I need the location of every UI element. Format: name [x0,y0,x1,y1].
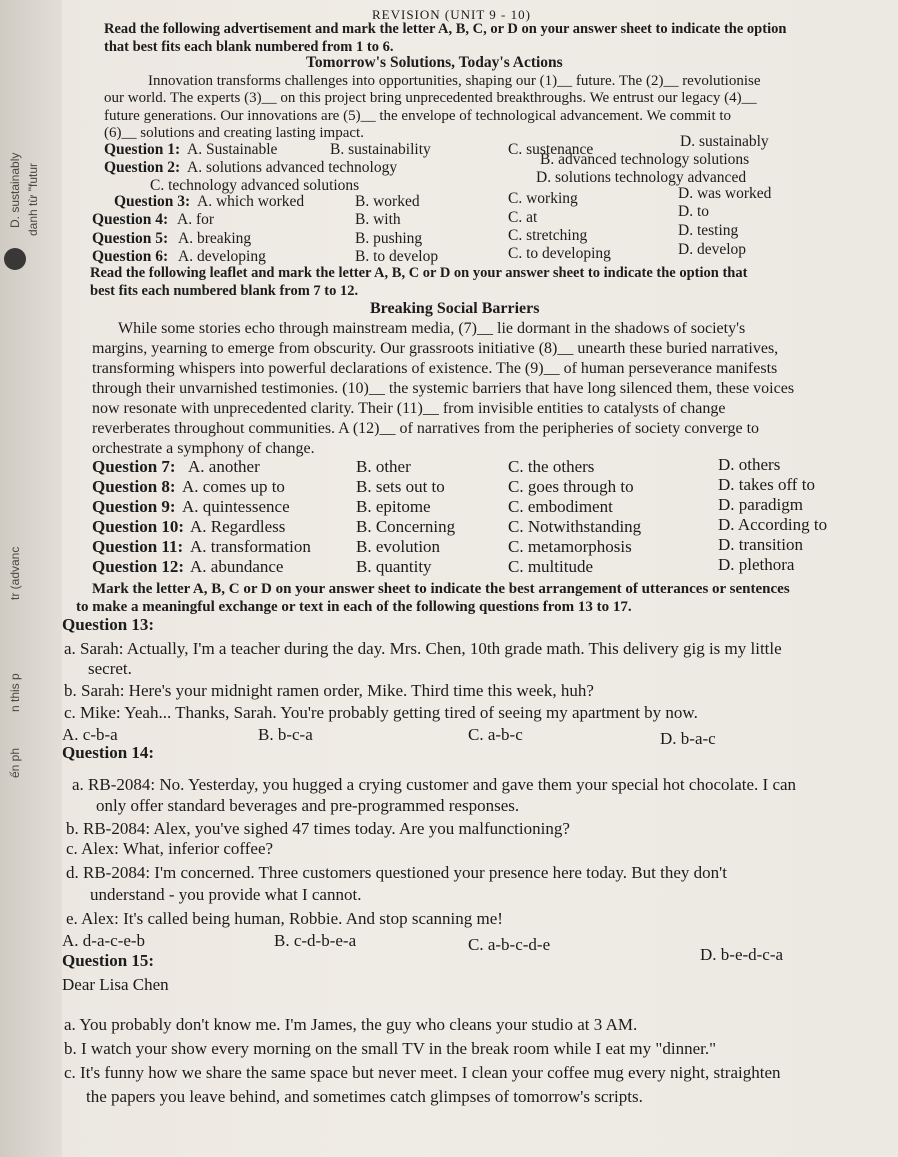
option-a[interactable]: A. solutions advanced technology [187,159,398,176]
option-b[interactable]: B. Concerning [356,517,456,536]
option-c[interactable]: C. a-b-c-d-e [468,935,551,954]
option-d[interactable]: D. to [678,203,709,220]
option-c[interactable]: C. goes through to [508,477,634,496]
question-label: Question 11: [92,537,184,556]
option-a[interactable]: A. developing [178,248,266,265]
section3-instruction-line2: to make a meaningful exchange or text in each of the following questions from 13 to 17. [76,599,632,615]
option-d[interactable]: D. b-e-d-c-a [700,945,784,964]
section1-passage-line: (6)__ solutions and creating lasting impact. [104,125,364,141]
option-d[interactable]: D. testing [678,222,739,239]
section1-instruction-line2: that best fits each blank numbered from 1 to 6. [104,39,394,55]
margin-fragment: n this p [8,673,22,712]
question-label: Question 5: [92,230,169,247]
question-label: Question 8: [92,477,176,496]
option-d[interactable]: D. others [718,455,781,474]
section2-passage-line: margins, yearning to emerge from obscurity. Our grassroots initiative (8)__ unearth these buried narratives, [92,340,779,357]
option-a[interactable]: A. quintessence [182,497,290,516]
utterance-line: b. Sarah: Here's your midnight ramen order, Mike. Third time this week, huh? [64,681,594,700]
section2-instruction-line1: Read the following leaflet and mark the letter A, B, C or D on your answer sheet to indicate the option that [90,265,748,281]
option-b[interactable]: B. other [356,457,411,476]
option-d[interactable]: D. b-a-c [660,729,716,748]
utterance-line: b. RB-2084: Alex, you've sighed 47 times today. Are you malfunctioning? [66,819,570,838]
section1-title: Tomorrow's Solutions, Today's Actions [306,54,563,71]
utterance-line: d. RB-2084: I'm concerned. Three customers questioned your presence here today. But they don't [66,863,727,882]
utterance-line: a. Sarah: Actually, I'm a teacher during the day. Mrs. Chen, 10th grade math. This delivery gig is my little [64,639,782,658]
option-a[interactable]: A. breaking [178,230,252,247]
option-c[interactable]: C. multitude [508,557,593,576]
option-c[interactable]: C. a-b-c [468,725,523,744]
option-d[interactable]: D. sustainably [680,133,769,150]
option-d[interactable]: D. was worked [678,185,772,202]
question-14-label: Question 14: [62,743,155,762]
option-b[interactable]: B. c-d-b-e-a [274,931,357,950]
utterance-line: understand - you provide what I cannot. [90,885,362,904]
section2-title: Breaking Social Barriers [370,300,540,317]
option-a[interactable]: A. c-b-a [62,725,118,744]
option-d[interactable]: D. transition [718,535,803,554]
option-a[interactable]: A. which worked [197,193,305,210]
section2-passage-line: through their unvarnished testimonies. (10)__ the systemic barriers that have long silenced them, these voices [92,380,795,397]
utterance-line: only offer standard beverages and pre-programmed responses. [96,796,520,815]
section2-passage-line: While some stories echo through mainstream media, (7)__ lie dormant in the shadows of society's [118,320,746,337]
option-c[interactable]: C. sustenance [508,141,594,158]
question-label: Question 3: [114,193,191,210]
option-d[interactable]: D. plethora [718,555,795,574]
question-label: Question 6: [92,248,169,265]
section1-passage-line: our world. The experts (3)__ on this project bring unprecedented breakthroughs. We entrust our legacy (4)__ [104,90,757,106]
utterance-line: c. Mike: Yeah... Thanks, Sarah. You're probably getting tired of seeing my apartment by now. [64,703,698,722]
question-label: Question 10: [92,517,185,536]
utterance-line: a. RB-2084: No. Yesterday, you hugged a crying customer and gave them your special hot chocolate. I can [72,775,797,794]
option-c[interactable]: C. working [508,190,578,207]
sentence-line: c. It's funny how we share the same space but never meet. I clean your coffee mug every night, straighten [64,1063,781,1082]
option-c[interactable]: C. the others [508,457,595,476]
option-a[interactable]: A. another [188,457,260,476]
option-b[interactable]: B. worked [355,193,420,210]
option-b[interactable]: B. pushing [355,230,423,247]
option-a[interactable]: A. for [177,211,215,228]
option-b[interactable]: B. epitome [356,497,431,516]
option-b[interactable]: B. quantity [356,557,432,576]
sentence-line: the papers you leave behind, and sometimes catch glimpses of tomorrow's scripts. [86,1087,643,1106]
sentence-line: a. You probably don't know me. I'm James, the guy who cleans your studio at 3 AM. [64,1015,638,1034]
sentence-line: b. I watch your show every morning on the small TV in the break room while I eat my "dinner." [64,1039,717,1058]
option-c[interactable]: C. embodiment [508,497,613,516]
option-a[interactable]: A. abundance [190,557,284,576]
utterance-line: e. Alex: It's called being human, Robbie. And stop scanning me! [66,909,503,928]
option-c[interactable]: C. to developing [508,245,611,262]
option-b[interactable]: B. advanced technology solutions [540,151,750,168]
question-label: Question 12: [92,557,185,576]
option-a[interactable]: A. comes up to [182,477,285,496]
option-b[interactable]: B. sets out to [356,477,445,496]
question-label: Question 7: [92,457,176,476]
option-c[interactable]: C. at [508,209,538,226]
margin-fragment: danh từ "futur [26,162,40,236]
option-d[interactable]: D. takes off to [718,475,815,494]
question-label: Question 2: [104,159,181,176]
page-header: REVISION (UNIT 9 - 10) [372,7,531,22]
option-d[interactable]: D. paradigm [718,495,803,514]
question-15-label: Question 15: [62,951,155,970]
section2-passage-line: now resonate with unprecedented clarity. Their (11)__ from invisible entities to catalysts of change [92,400,726,417]
option-b[interactable]: B. with [355,211,401,228]
question-label: Question 4: [92,211,169,228]
section1-passage-line: future generations. Our innovations are (5)__ the envelope of technological advancement. We commit to [104,108,732,124]
question-13-label: Question 13: [62,615,155,634]
option-b[interactable]: B. sustainability [330,141,431,158]
section1-passage-line: Innovation transforms challenges into opportunities, shaping our (1)__ future. The (2)__ revolutionise [148,73,761,89]
option-d[interactable]: D. solutions technology advanced [536,169,747,186]
section2-passage-line: orchestrate a symphony of change. [92,440,315,457]
option-a[interactable]: A. Regardless [190,517,286,536]
margin-fragment: ến ph [8,747,22,778]
section2-instruction-line2: best fits each numbered blank from 7 to 12. [90,283,359,299]
option-d[interactable]: D. develop [678,241,747,258]
option-c[interactable]: C. Notwithstanding [508,517,642,536]
option-a[interactable]: A. d-a-c-e-b [62,931,146,950]
margin-fragment: D. sustainably [8,152,22,228]
option-c[interactable]: C. metamorphosis [508,537,632,556]
option-a[interactable]: A. transformation [190,537,311,556]
margin-fragment: tr (advanc [8,546,22,600]
option-b[interactable]: B. to develop [355,248,439,265]
utterance-line: c. Alex: What, inferior coffee? [66,839,274,858]
option-b[interactable]: B. evolution [356,537,441,556]
option-c[interactable]: C. stretching [508,227,588,244]
section2-passage-line: transforming whispers into powerful declarations of existence. The (9)__ of human perseverance manifests [92,360,778,377]
letter-greeting: Dear Lisa Chen [62,975,169,994]
section1-instruction-line1: Read the following advertisement and mark the letter A, B, C, or D on your answer sheet to indicate the option [104,21,787,37]
section2-passage-line: reverberates throughout communities. A (12)__ of narratives from the peripheries of society converge to [92,420,760,437]
option-b[interactable]: B. b-c-a [258,725,313,744]
section3-instruction-line1: Mark the letter A, B, C or D on your answer sheet to indicate the best arrangement of utterances or sentences [92,581,790,597]
option-a[interactable]: A. Sustainable [187,141,278,158]
question-label: Question 9: [92,497,176,516]
option-d[interactable]: D. According to [718,515,828,534]
utterance-line: secret. [88,659,132,678]
question-label: Question 1: [104,141,181,158]
option-c[interactable]: C. technology advanced solutions [150,177,360,194]
